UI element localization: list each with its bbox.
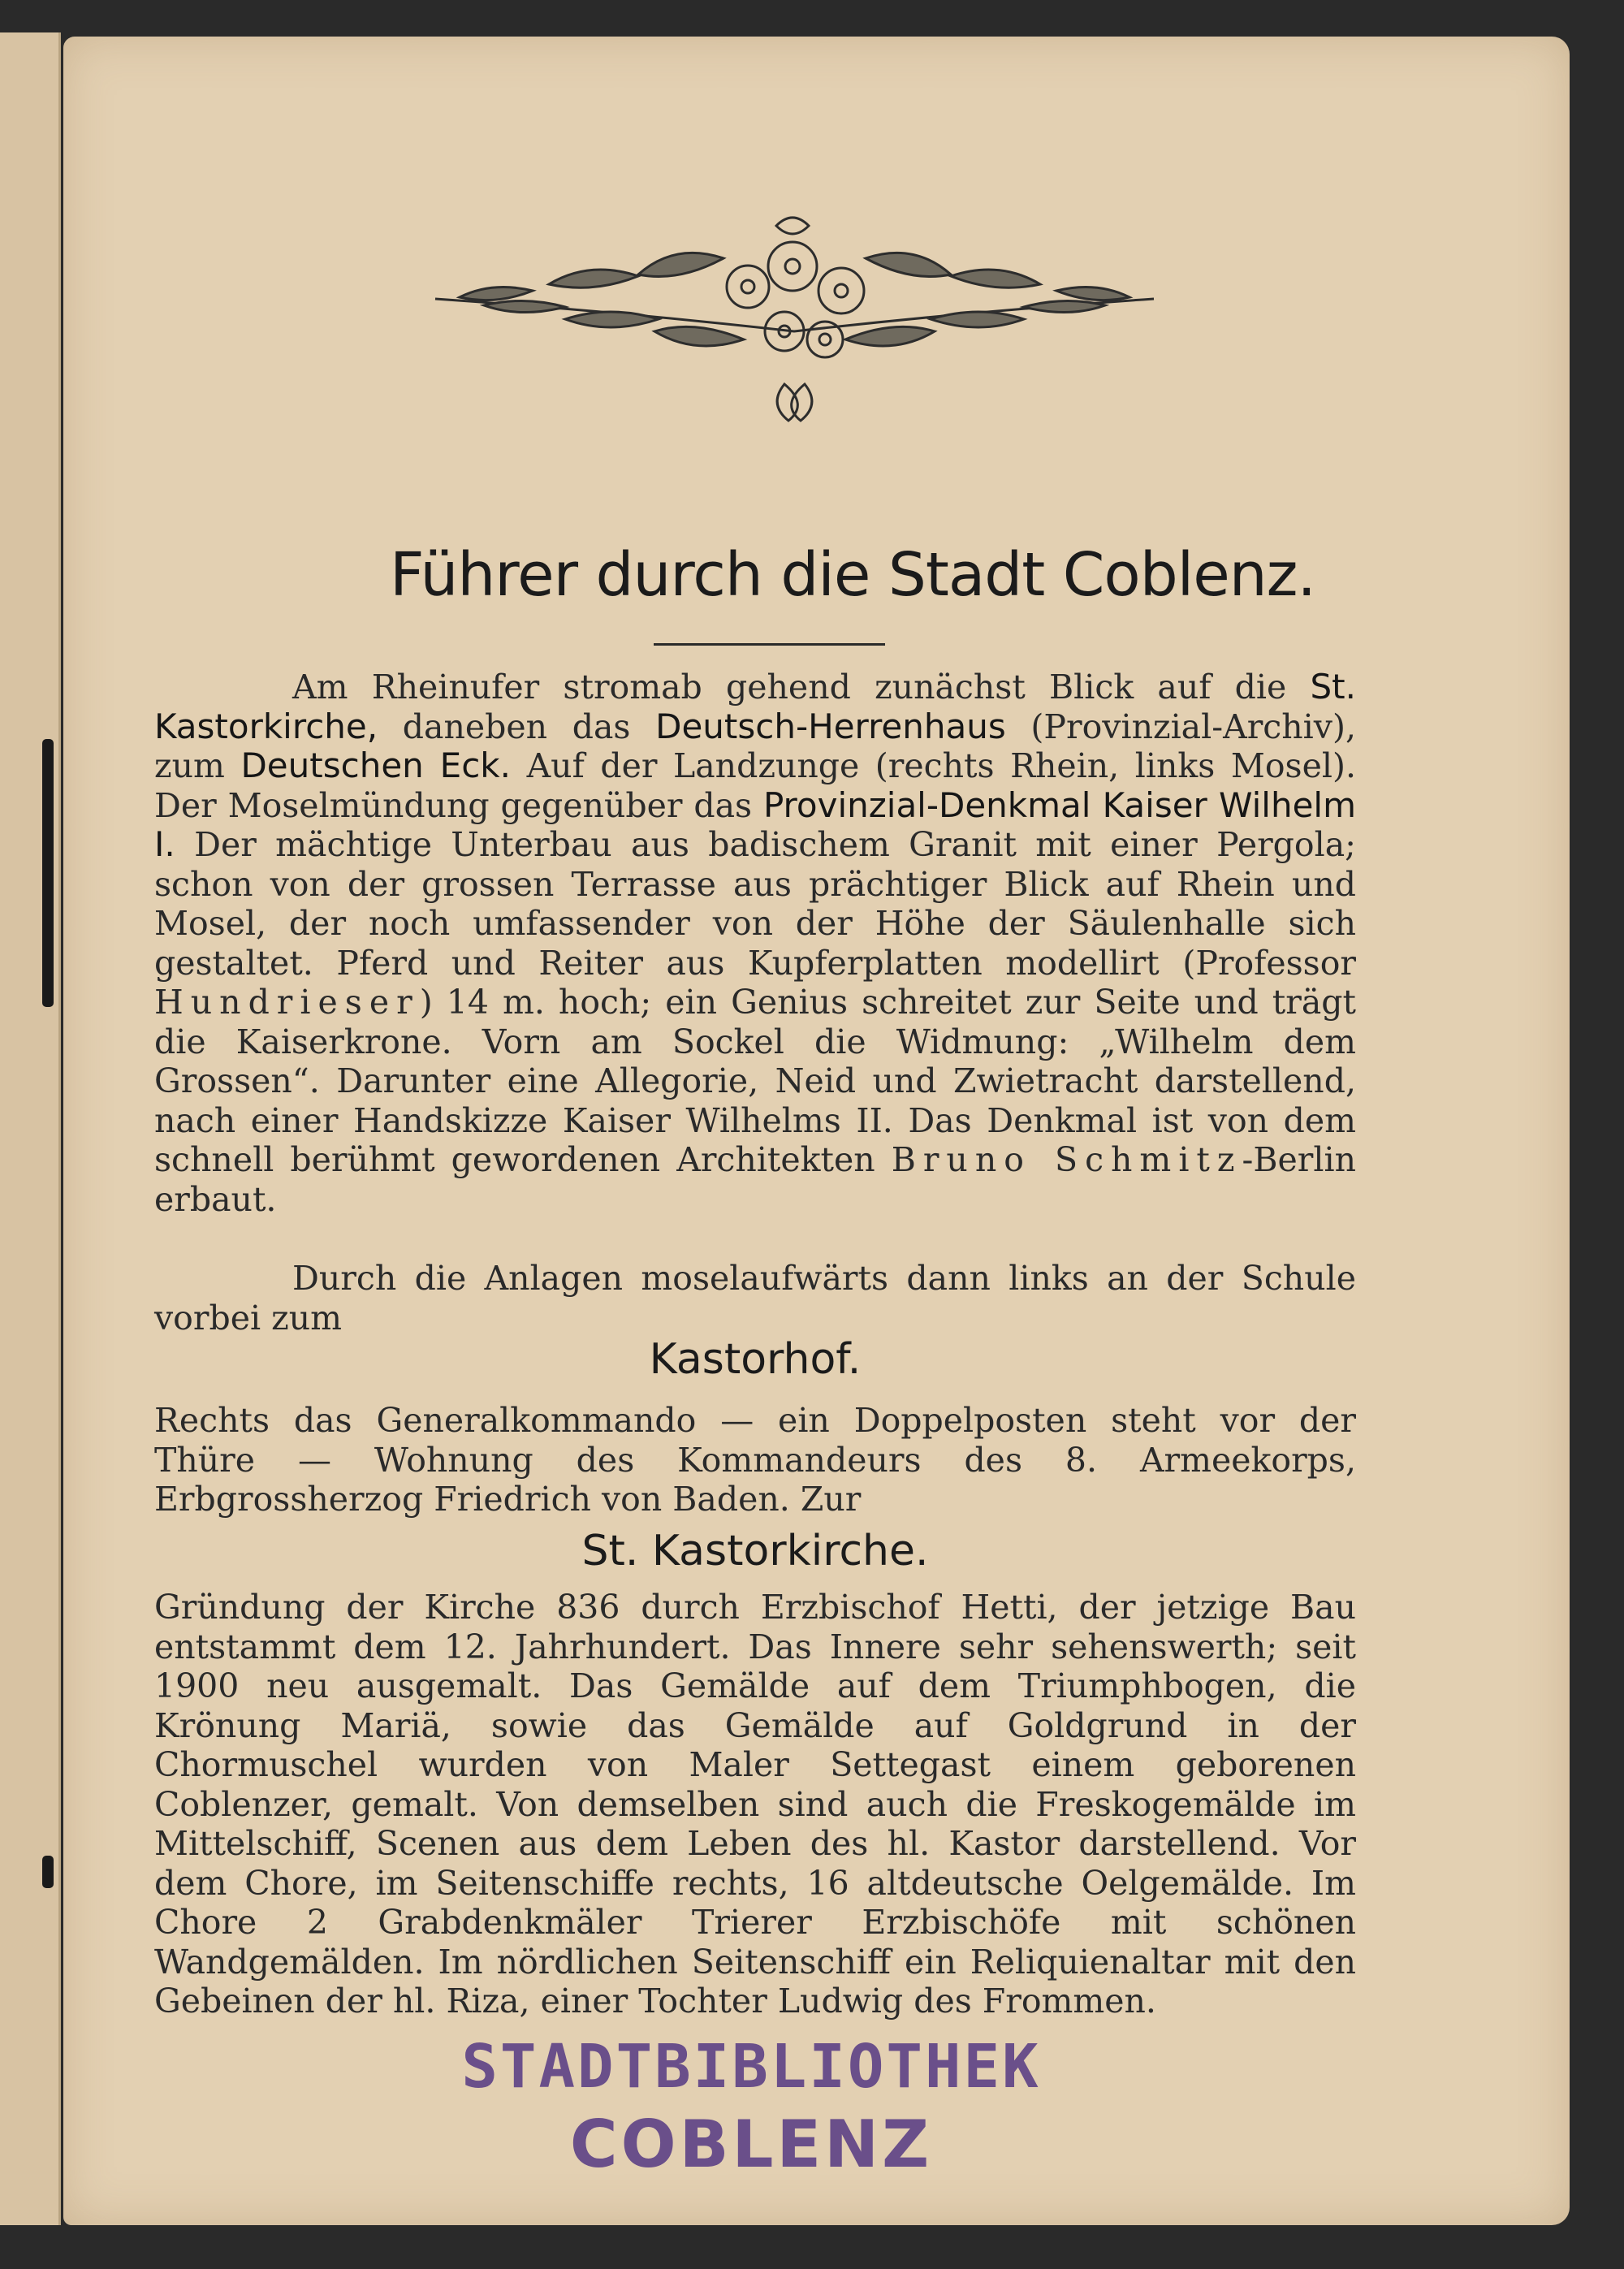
kastorkirche-paragraph: Gründung der Kirche 836 durch Erzbischof Hetti, der jetzige Bau entstammt dem 12. Jahrhundert. Das Innere sehr sehenswerth; seit 1900 neu ausgemalt. Das Gemälde auf dem Triumphbogen, die Krönung Mariä, sowie das Gemälde auf Goldgrund in der Chormuschel wurden von Maler Settegast einem geborenen Coblenzer, gemalt. Von demselben sind auch die Freskogemälde im Mittelschiff, Scenen aus dem Leben des hl. Kastor darstellend. Vor dem Chore, im Seitenschiffe rechts, 16 altdeutsche Oelgemälde. Im Chore 2 Grabdenkmäler Trierer Erzbischöfe mit schönen Wandgemälden. Im nördlichen Seitenschiff ein Reliquienaltar mit den Gebeinen der hl. Riza, einer Tochter Ludwig des Frommen.: [154, 1588, 1356, 2020]
transition-paragraph: Durch die Anlagen moselaufwärts dann links an der Schule vorbei zum: [154, 1259, 1356, 1338]
floral-ornament-icon: [427, 210, 1162, 429]
library-stamp-line1: STADTBIBLIOTHEK: [461, 2032, 1041, 2102]
kastorhof-paragraph: Rechts das Generalkommando — ein Doppelposten steht vor der Thüre — Wohnung des Kommandeurs des 8. Armeekorps, Erbgrossherzog Friedrich von Baden. Zur: [154, 1401, 1356, 1519]
intro-section: [154, 668, 1356, 1219]
page-title: Führer durch die Stadt Coblenz.: [389, 540, 1316, 610]
binding-thread-bottom: [42, 1856, 54, 1888]
binding-thread-top: [42, 739, 54, 1007]
library-stamp-line2: COBLENZ: [569, 2107, 933, 2182]
previous-page-edge: [0, 32, 61, 2225]
heading-kastorkirche: St. Kastorkirche.: [581, 1527, 929, 1575]
title-divider: [654, 643, 885, 646]
heading-kastorhof: Kastorhof.: [649, 1335, 862, 1384]
intro-paragraph: Am Rheinufer stromab gehend zunächst Blick auf die St. Kastorkirche, daneben das Deutsch-Herrenhaus (Provinzial-Archiv), zum Deutschen Eck. Auf der Landzunge (rechts Rhein, links Mosel). Der Moselmündung gegenüber das Provinzial-Denkmal Kaiser Wilhelm I. Der mächtige Unterbau aus badischem Granit mit einer Pergola; schon von der grossen Terrasse aus prächtiger Blick auf Rhein und Mosel, der noch umfassender von der Höhe der Säulenhalle sich gestaltet. Pferd und Reiter aus Kupferplatten modellirt (Professor Hundrieser) 14 m. hoch; ein Genius schreitet zur Seite und trägt die Kaiserkrone. Vorn am Sockel die Widmung: „Wilhelm dem Grossen“. Darunter eine Allegorie, Neid und Zwietracht darstellend, nach einer Handskizze Kaiser Wilhelms II. Das Denkmal ist von dem schnell berühmt gewordenen Architekten Bruno Schmitz-Berlin erbaut.: [154, 667, 1356, 1219]
